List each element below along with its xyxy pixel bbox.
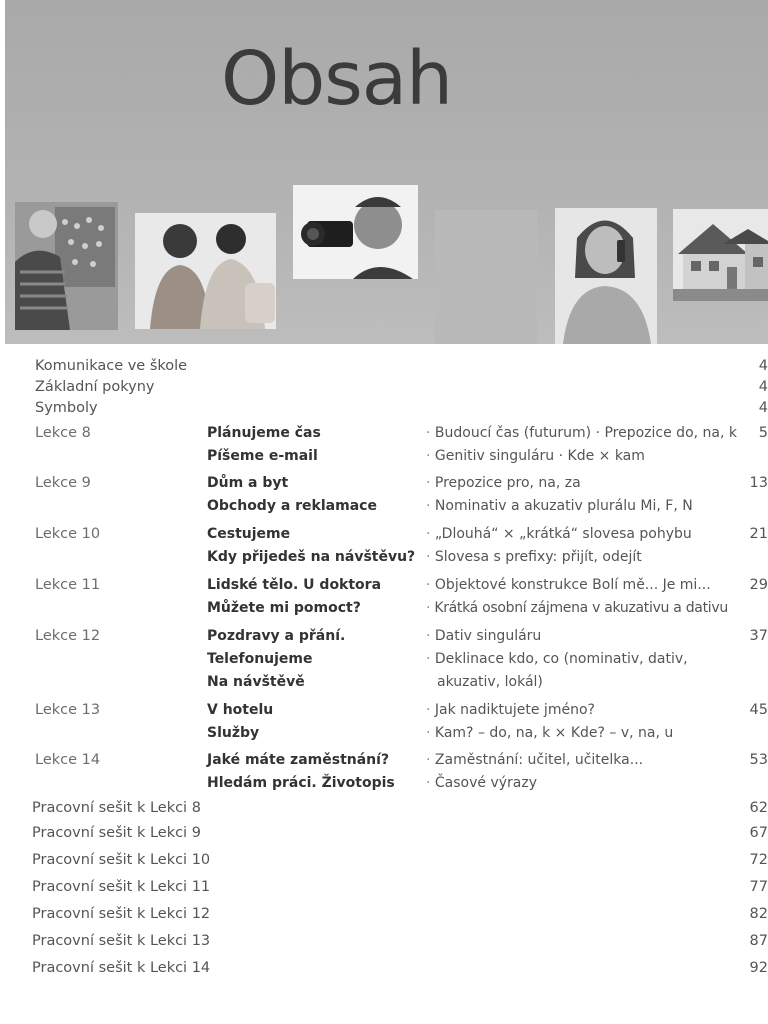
lesson-topic[interactable]: Hledám práci. Životopis <box>207 775 395 791</box>
lesson-topic[interactable]: Na návštěvě <box>207 674 305 690</box>
workbook-page: 72 <box>749 852 768 868</box>
lesson-grammar: Deklinace kdo, co (nominativ, dativ, <box>434 651 688 667</box>
workbook-item[interactable]: Pracovní sešit k Lekci 12 <box>32 906 211 922</box>
lesson-number[interactable]: Lekce 9 <box>35 475 91 491</box>
lesson-topic[interactable]: Služby <box>207 725 260 741</box>
lesson-page: 21 <box>749 526 768 542</box>
lesson-grammar: Slovesa s prefixy: přijít, odejít <box>434 549 642 565</box>
lesson-topic[interactable]: Cestujeme <box>207 526 291 542</box>
lesson-number[interactable]: Lekce 11 <box>35 577 101 593</box>
lesson-grammar: Krátká osobní zájmena v akuzativu a dativu <box>434 600 728 616</box>
lesson-topic[interactable]: Kdy přijedeš na návštěvu? <box>207 549 416 565</box>
lesson-number[interactable]: Lekce 12 <box>35 628 101 644</box>
workbook-page: 87 <box>749 933 768 949</box>
lesson-number[interactable]: Lekce 10 <box>35 526 101 542</box>
workbook-item[interactable]: Pracovní sešit k Lekci 11 <box>32 879 211 895</box>
workbook-page: 62 <box>749 800 768 816</box>
lesson-grammar: Nominativ a akuzativ plurálu Mi, F, N <box>434 498 693 514</box>
lesson-grammar: Objektové konstrukce Bolí mě... Je mi... <box>434 577 711 593</box>
lesson-grammar: akuzativ, lokál) <box>437 674 543 690</box>
table-of-contents: Komunikace ve škole 4 Základní pokyny 4 Symboly 4 Lekce 8 Plánujeme čas Píšeme e-mail · Budoucí čas (futurum) · Prepozice do, na, k · Genitiv singuláru · Kde × kam 5 Lekce 9 Dům a byt Obchody a reklamace · Prepozice pro, na, za · Nominativ a akuzativ plurálu Mi, F, N 13 Lekce 10 Cestujeme Kdy přijedeš na návštěvu? · „Dlouhá“ × „krátká“ slovesa pohybu · Slovesa s prefixy: přijít, odejít 21 Lekce 11 Lidské tělo. U doktora Můžete mi pomoct? · Objektové konstrukce Bolí mě... Je mi... · Krátká osobní zájmena v akuzativu a dativu 29 Lekce 12 Pozdravy a přání. Telefonujeme Na návštěvě · Dativ singuláru · Deklinace kdo, co (nominativ, dativ, akuzativ, lokál) 37 Lekce 13 V hotelu Služby · Jak nadiktujete jméno? · Kam? – do, na, k × Kde? – v, na, u 45 Lekce 14 Jaké máte zaměstnání? Hledám práci. Životopis · Zaměstnání: učitel, učitelka... · Časové výrazy 53 Pracovní sešit k Lekci 8 62 Pracovní sešit k Lekci 9 67 Pracovní sešit k Lekci 10 72 Pracovní sešit k Lekci 11 77 Pracovní sešit k Lekci 12 82 Pracovní sešit k Lekci 13 87 Pracovní sešit k Lekci 14 92 <box>32 358 768 976</box>
workbook-page: 82 <box>749 906 768 922</box>
lesson-grammar: „Dlouhá“ × „krátká“ slovesa pohybu <box>434 526 692 542</box>
lesson-page: 5 <box>758 425 768 441</box>
toc-intro-page: 4 <box>758 379 768 395</box>
lesson-grammar: Jak nadiktujete jméno? <box>434 702 595 718</box>
lesson-topic[interactable]: Lidské tělo. U doktora <box>207 577 382 593</box>
workbook-item[interactable]: Pracovní sešit k Lekci 9 <box>32 825 201 841</box>
lesson-topic[interactable]: Jaké máte zaměstnání? <box>207 752 390 768</box>
lesson-grammar: Zaměstnání: učitel, učitelka... <box>434 752 644 768</box>
lesson-page: 53 <box>749 752 768 768</box>
lesson-grammar: Dativ singuláru <box>434 628 542 644</box>
lesson-grammar: Kam? – do, na, k × Kde? – v, na, u <box>434 725 674 741</box>
toc-intro-label[interactable]: Komunikace ve škole <box>35 358 188 374</box>
lesson-topic[interactable]: Pozdravy a přání. <box>207 628 346 644</box>
lesson-topic[interactable]: Píšeme e-mail <box>207 448 318 464</box>
lesson-page: 37 <box>749 628 768 644</box>
lesson-number[interactable]: Lekce 8 <box>35 425 91 441</box>
lesson-page: 45 <box>749 702 768 718</box>
workbook-item[interactable]: Pracovní sešit k Lekci 14 <box>32 960 211 976</box>
toc-intro-label[interactable]: Symboly <box>35 400 98 416</box>
workbook-page: 67 <box>749 825 768 841</box>
workbook-item[interactable]: Pracovní sešit k Lekci 13 <box>32 933 211 949</box>
toc-intro-page: 4 <box>758 358 768 374</box>
lesson-number[interactable]: Lekce 13 <box>35 702 101 718</box>
lesson-page: 29 <box>749 577 768 593</box>
lesson-page: 13 <box>749 475 768 491</box>
toc-intro-page: 4 <box>758 400 768 416</box>
workbook-item[interactable]: Pracovní sešit k Lekci 10 <box>32 852 211 868</box>
lesson-topic[interactable]: Plánujeme čas <box>207 425 321 441</box>
page-title: Obsah <box>221 36 453 122</box>
workbook-page: 92 <box>749 960 768 976</box>
workbook-item[interactable]: Pracovní sešit k Lekci 8 <box>32 800 201 816</box>
lesson-topic[interactable]: Můžete mi pomoct? <box>207 600 361 616</box>
lesson-grammar: Prepozice pro, na, za <box>434 475 581 491</box>
lesson-grammar: Budoucí čas (futurum) · Prepozice do, na, k <box>434 425 737 441</box>
workbook-page: 77 <box>749 879 768 895</box>
lesson-grammar: Časové výrazy <box>434 775 538 791</box>
lesson-number[interactable]: Lekce 14 <box>35 752 101 768</box>
lesson-topic[interactable]: Dům a byt <box>207 475 289 491</box>
lesson-topic[interactable]: V hotelu <box>207 702 274 718</box>
toc-intro-label[interactable]: Základní pokyny <box>35 379 155 395</box>
lesson-topic[interactable]: Obchody a reklamace <box>207 498 377 514</box>
lesson-grammar: Genitiv singuláru · Kde × kam <box>434 448 645 464</box>
lesson-topic[interactable]: Telefonujeme <box>207 651 313 667</box>
